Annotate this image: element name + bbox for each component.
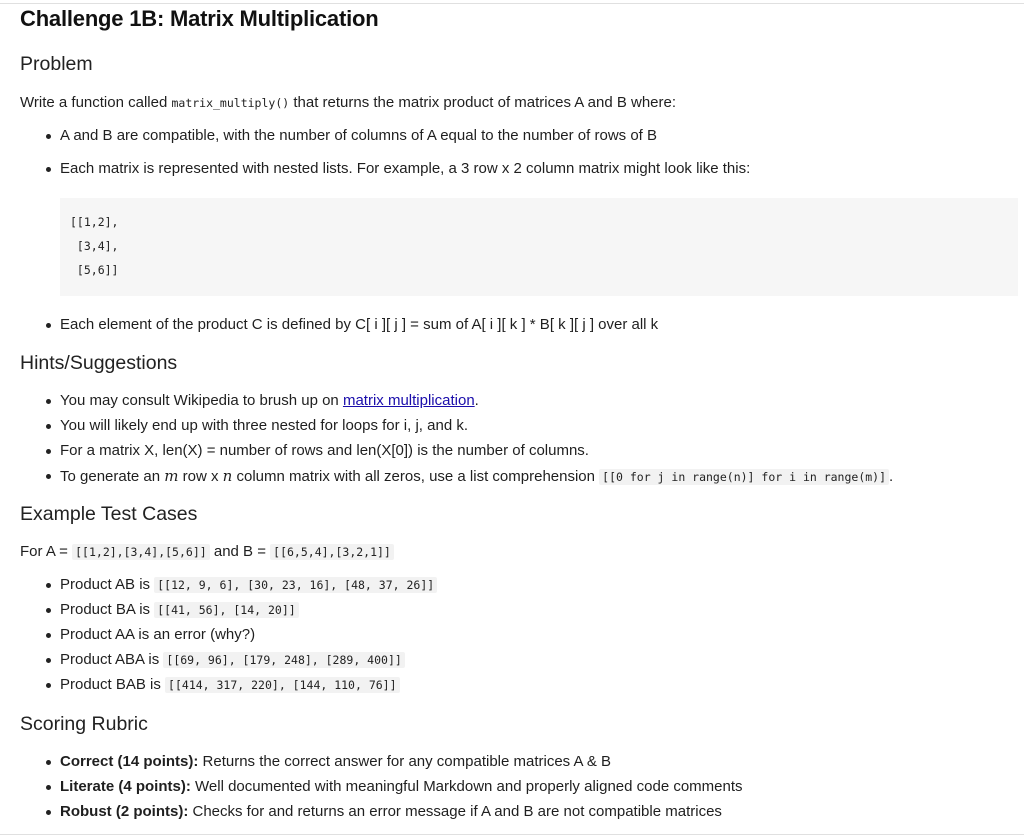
hint-lc-text-a: To generate an bbox=[60, 468, 165, 485]
rubric-literate bbox=[60, 777, 743, 797]
problem-bullet-nested-lists: Each matrix is represented with nested lists. For example, a 3 row x 2 column matrix might look like this: bbox=[60, 160, 751, 177]
example-bab-label: Product BAB is bbox=[60, 676, 166, 693]
problem-list-2 bbox=[60, 159, 750, 179]
example-ab bbox=[60, 575, 437, 595]
problem-intro-text-before: Write a function called bbox=[20, 94, 172, 111]
code-line-3: [5,6]] bbox=[70, 263, 119, 277]
examples-intro bbox=[20, 542, 394, 562]
code-line-1: [[1,2], bbox=[70, 215, 119, 229]
hints-list bbox=[60, 391, 893, 487]
example-ba-code: [[41, 56], [14, 20]] bbox=[154, 602, 298, 618]
function-name-code: matrix_multiply() bbox=[171, 96, 290, 110]
example-ba bbox=[60, 600, 437, 620]
problem-intro bbox=[20, 93, 676, 113]
and-b-text: and B = bbox=[209, 543, 271, 560]
hint-wikipedia bbox=[60, 391, 893, 411]
rubric-literate-text: Well documented with meaningful Markdown and properly aligned code comments bbox=[190, 778, 743, 795]
hint-lc-text-c: column matrix with all zeros, use a list comprehension bbox=[232, 468, 600, 485]
code-line-2: [3,4], bbox=[70, 239, 119, 253]
hint-lc-text-b: row x bbox=[178, 468, 223, 485]
example-ab-label: Product AB is bbox=[60, 576, 155, 593]
matrix-b-code: [[6,5,4],[3,2,1]] bbox=[270, 544, 394, 560]
rubric-robust-text: Checks for and returns an error message if A and B are not compatible matrices bbox=[188, 803, 722, 820]
rubric-literate-label: Literate (4 points): bbox=[60, 778, 191, 795]
problem-list-3 bbox=[60, 315, 658, 335]
matrix-multiplication-link[interactable]: matrix multiplication bbox=[342, 392, 475, 409]
example-matrix-codeblock bbox=[60, 198, 1018, 296]
example-aba-label: Product ABA is bbox=[60, 651, 164, 668]
bottom-divider bbox=[0, 834, 1024, 835]
hint-lc-period: . bbox=[889, 468, 894, 485]
example-aa bbox=[60, 625, 437, 645]
hint-nested-loops: You will likely end up with three nested for loops for i, j, and k. bbox=[60, 416, 893, 436]
rubric-correct bbox=[60, 752, 743, 772]
matrix-a-code: [[1,2],[3,4],[5,6]] bbox=[72, 544, 210, 560]
hint-wikipedia-period: . bbox=[474, 392, 479, 409]
problem-list-1 bbox=[60, 126, 657, 146]
example-bab bbox=[60, 675, 437, 695]
hints-heading: Hints/Suggestions bbox=[20, 352, 178, 374]
rubric-list bbox=[60, 752, 743, 822]
rubric-heading: Scoring Rubric bbox=[20, 713, 148, 735]
top-divider bbox=[0, 3, 1024, 4]
hint-len: For a matrix X, len(X) = number of rows and len(X[0]) is the number of columns. bbox=[60, 441, 893, 461]
problem-intro-text-after: that returns the matrix product of matrices A and B where: bbox=[289, 94, 677, 111]
hint-wikipedia-text: You may consult Wikipedia to brush up on bbox=[60, 392, 343, 409]
list-comprehension-code: [[0 for j in range(n)] for i in range(m)] bbox=[599, 469, 889, 485]
page-title: Challenge 1B: Matrix Multiplication bbox=[20, 6, 379, 31]
rubric-correct-label: Correct (14 points): bbox=[60, 753, 199, 770]
examples-heading: Example Test Cases bbox=[20, 503, 198, 525]
example-ba-label: Product BA is bbox=[60, 601, 155, 618]
rubric-robust bbox=[60, 802, 743, 822]
example-aa-label: Product AA is an error (why?) bbox=[60, 626, 256, 643]
math-n: n bbox=[222, 467, 233, 485]
example-aba bbox=[60, 650, 437, 670]
math-m: m bbox=[164, 467, 179, 485]
problem-bullet-compatible: A and B are compatible, with the number of columns of A equal to the number of rows of B bbox=[60, 127, 658, 144]
problem-bullet-definition: Each element of the product C is defined by C[ i ][ j ] = sum of A[ i ][ k ] * B[ k ][ j ] over all k bbox=[60, 316, 659, 333]
rubric-correct-text: Returns the correct answer for any compatible matrices A & B bbox=[198, 753, 612, 770]
problem-heading: Problem bbox=[20, 53, 93, 75]
hint-list-comprehension bbox=[60, 466, 893, 487]
example-aba-code: [[69, 96], [179, 248], [289, 400]] bbox=[163, 652, 404, 668]
examples-list bbox=[60, 575, 437, 695]
example-ab-code: [[12, 9, 6], [30, 23, 16], [48, 37, 26]] bbox=[154, 577, 437, 593]
rubric-robust-label: Robust (2 points): bbox=[60, 803, 189, 820]
example-bab-code: [[414, 317, 220], [144, 110, 76]] bbox=[165, 677, 399, 693]
for-a-text: For A = bbox=[20, 543, 73, 560]
